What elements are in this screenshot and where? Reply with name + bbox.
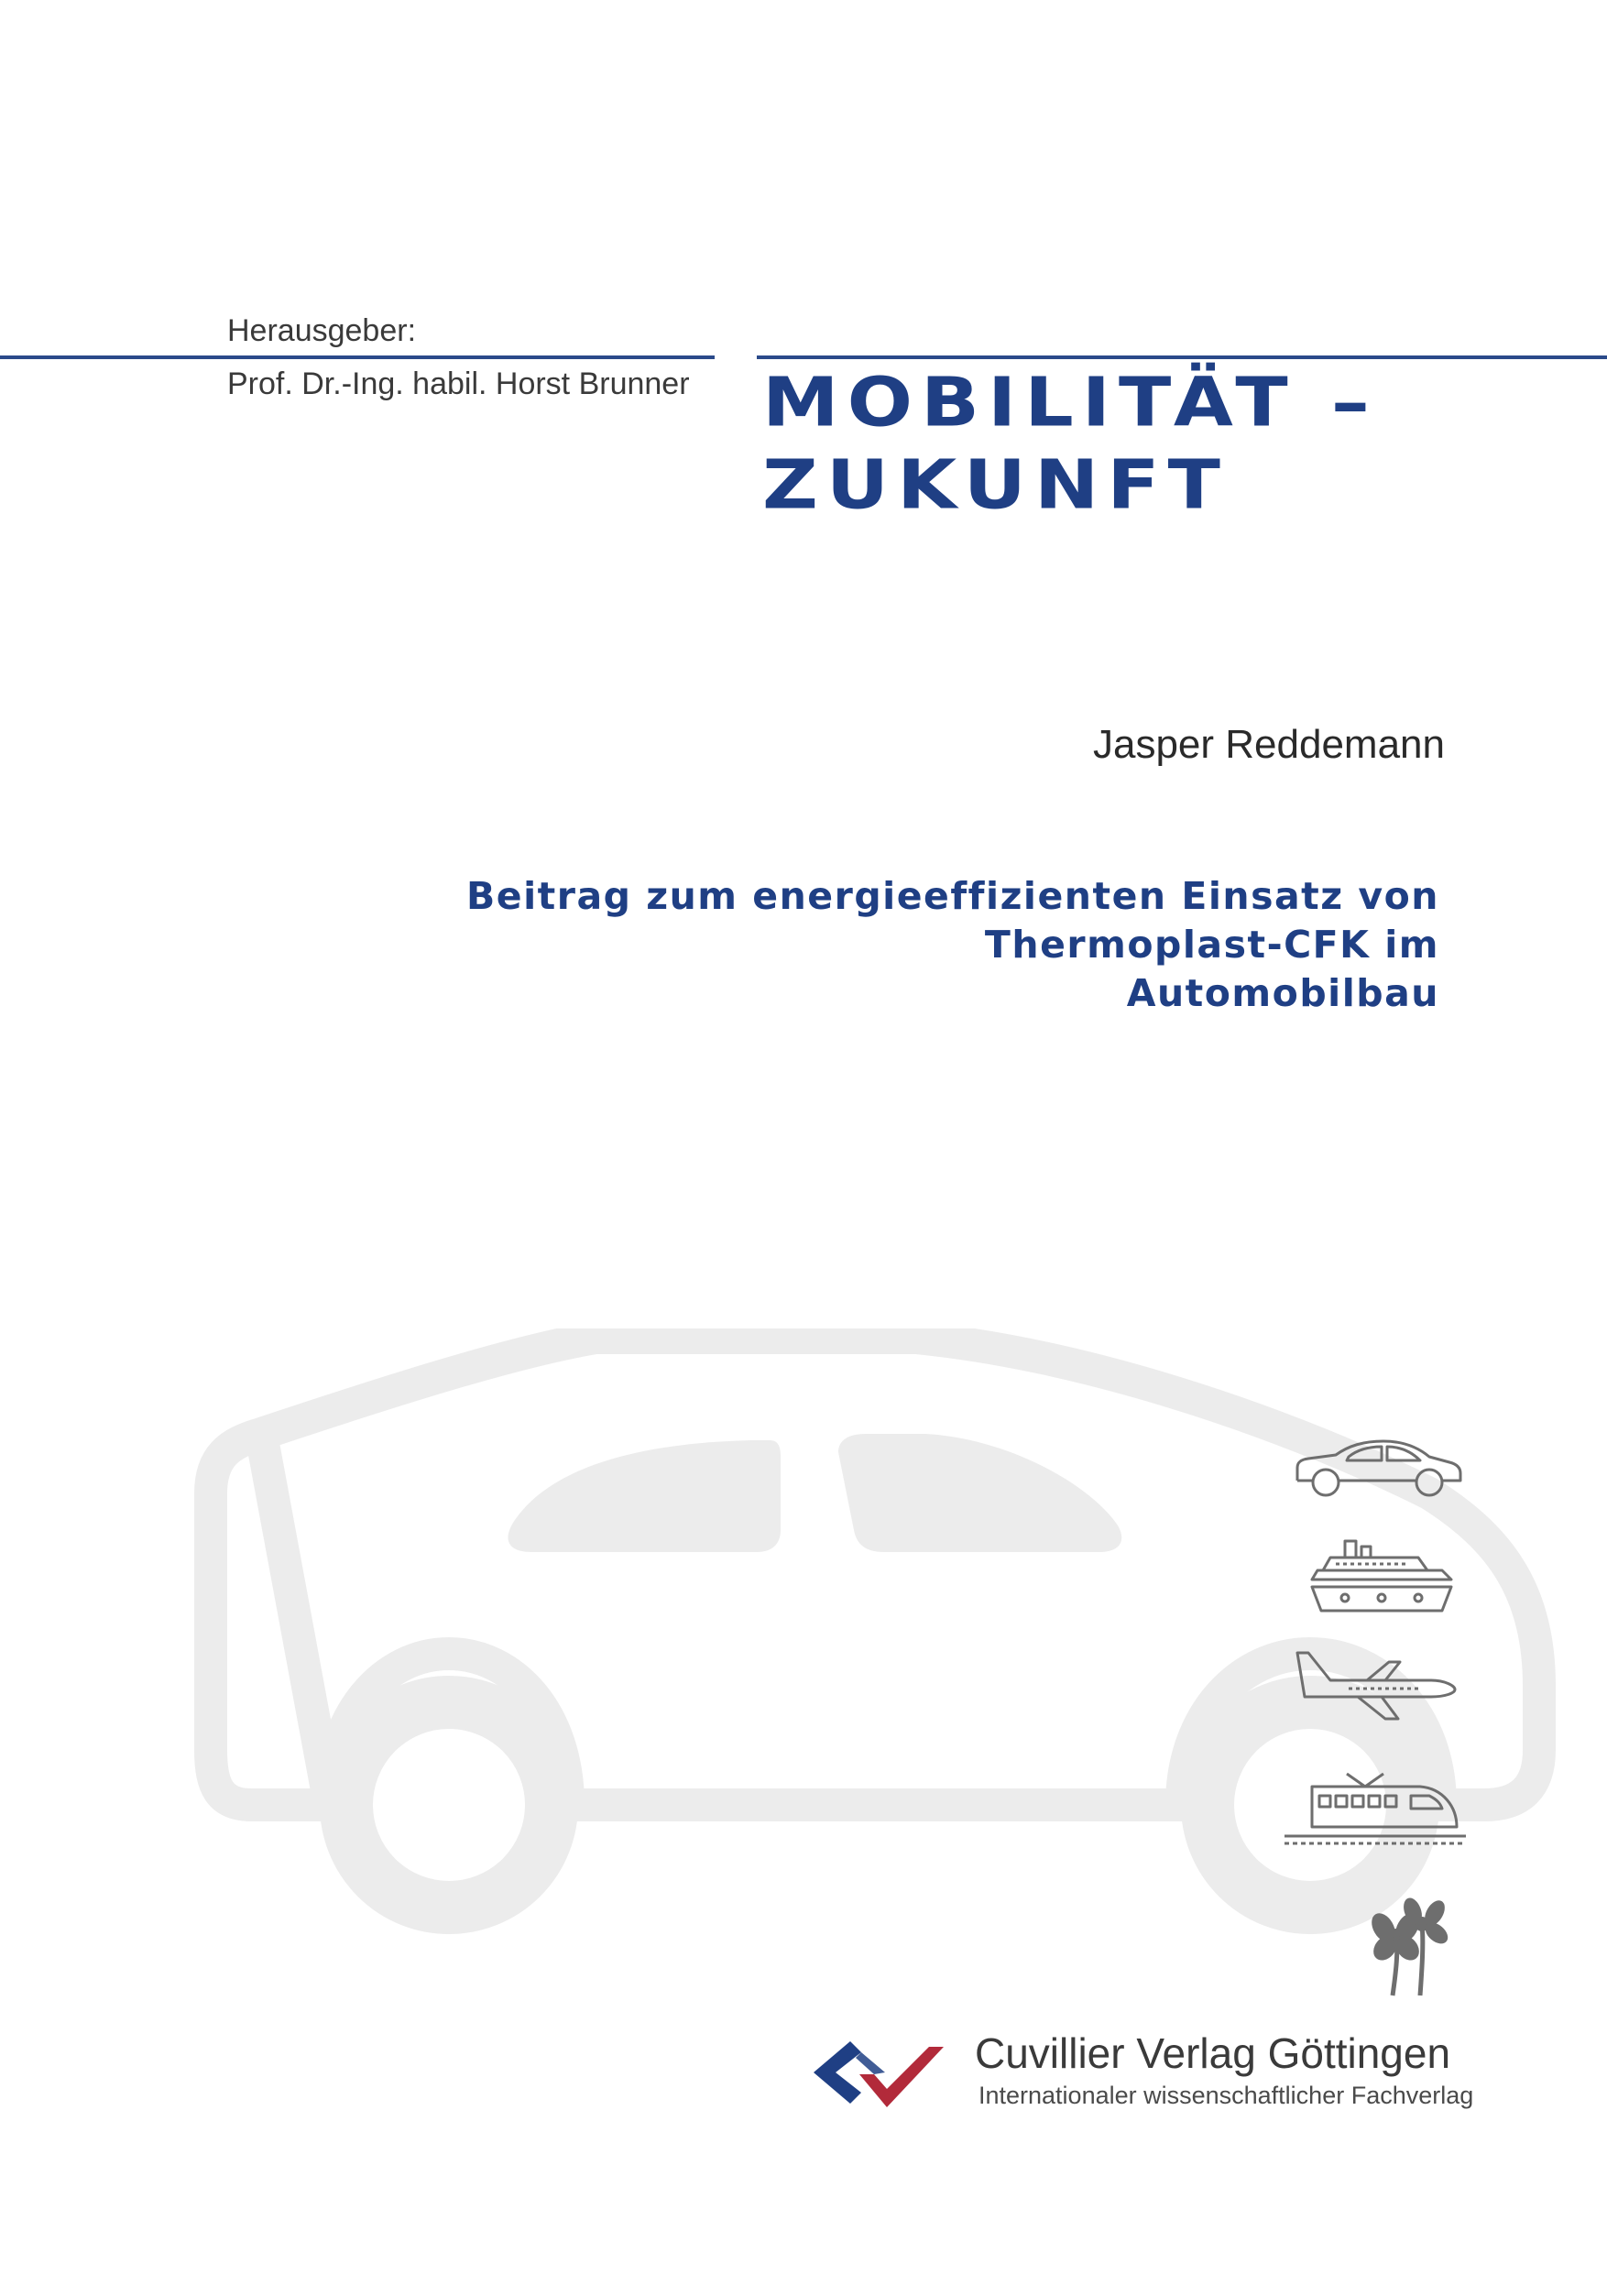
series-title-line1: MOBILITÄT – bbox=[762, 362, 1378, 443]
author-name: Jasper Reddemann bbox=[1092, 722, 1445, 767]
header-rule-right bbox=[757, 355, 1607, 359]
book-title-line2: Thermoplast-CFK im bbox=[984, 923, 1439, 967]
header-rule-left bbox=[0, 355, 715, 359]
publisher-logo-icon bbox=[810, 2034, 947, 2116]
book-title bbox=[248, 872, 1439, 1018]
editor-name: Prof. Dr.-Ing. habil. Horst Brunner bbox=[227, 366, 690, 401]
series-title-line2: ZUKUNFT bbox=[762, 444, 1229, 525]
ship-icon bbox=[1308, 1536, 1455, 1618]
car-icon bbox=[1292, 1437, 1466, 1501]
airplane-icon bbox=[1294, 1649, 1459, 1722]
book-title-line3: Automobilbau bbox=[1126, 971, 1439, 1015]
editor-label: Herausgeber: bbox=[227, 313, 417, 348]
publisher-subtitle: Internationaler wissenschaftlicher Fachverlag bbox=[978, 2082, 1474, 2109]
palm-tree-icon bbox=[1352, 1897, 1453, 1997]
train-icon bbox=[1283, 1770, 1470, 1853]
book-title-line1: Beitrag zum energieeffizienten Einsatz von bbox=[466, 874, 1439, 918]
publisher-name: Cuvillier Verlag Göttingen bbox=[975, 2029, 1451, 2077]
